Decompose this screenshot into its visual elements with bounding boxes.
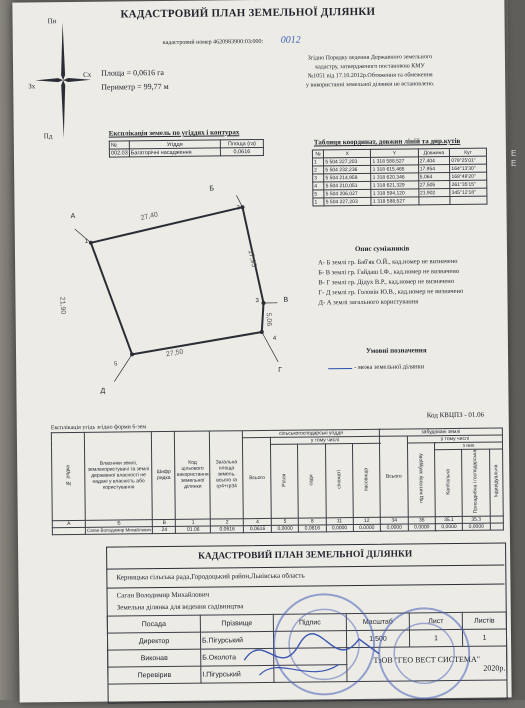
south-label: Пд (44, 133, 53, 140)
legend-item: - межа земельної ділянки (354, 364, 424, 371)
parcel-plan (54, 185, 296, 408)
signature-icon (239, 619, 390, 691)
legend-line (328, 368, 352, 369)
explication-title: Експлікація земель по угіддях і контурах (109, 129, 240, 137)
background-left (0, 0, 14, 700)
cadastral-number: кадастровий номер 4620983900:03:000: (163, 39, 263, 46)
side-bottom-length: 27,50 (166, 349, 184, 359)
point-1: 1 (85, 239, 88, 245)
coordinates-title: Таблиця координат, довжин ліній та дир.кутів (314, 138, 461, 147)
side-right-small-length: 5,06 (265, 312, 273, 326)
area-label: Площа = 0,0616 га (101, 69, 164, 78)
land-table-caption: Експлікація угідь згідно форми 6-зем (51, 424, 146, 431)
neighbours-list: А- Б землі гр. Баб'як О.Й., кад.номер не визначено Б- В землі гр. Гайдаш І.Ф., кад.номер не визначено В- Г землі гр. Дідух В.Р., кад.номер не визначено Г- Д землі гр. Головін Ю.В., кад.номер не визначено Д- А землі загального користування (318, 257, 463, 309)
letter-v: В (283, 297, 288, 304)
year-label: 2020р. (348, 663, 505, 674)
point-2: 2 (236, 205, 239, 211)
north-label: Пн (48, 18, 57, 25)
east-label: Сх (83, 72, 91, 79)
point-5: 5 (114, 362, 117, 368)
purpose-label: Земельна ділянка для ведення садівництва (117, 603, 244, 611)
point-3: 3 (255, 298, 258, 304)
letter-b: Б (209, 185, 214, 192)
explication-table: № Угіддя Площа (га) 002.03 Багаторічні насадження 0,0616 (109, 139, 264, 158)
footer-title: КАДАСТРОВИЙ ПЛАН ЗЕМЕЛЬНОЇ ДІЛЯНКИ (106, 549, 504, 563)
side-right-length: 17,95 (246, 249, 257, 268)
owner-label: Саган Володимир Михайлович (117, 592, 210, 600)
parcel-boundary (91, 207, 265, 355)
side-left-length: 21,90 (58, 297, 66, 315)
kvcpz-code: Код КВЦПЗ - 01.06 (427, 412, 485, 420)
neighbours-title: Опис суміжників (355, 245, 409, 253)
point-4: 4 (273, 336, 276, 342)
right-margin-text-2: Е (511, 160, 516, 168)
side-top-length: 27,40 (140, 211, 159, 222)
note-block: Згідно Порядку ведення Державного земельного кадастру, затвердженого постановою КМУ №1051 від 17.10.2012р.Обтяження та обмеження у використанні земельної ділянки не встановлено. (285, 53, 455, 91)
cadastral-handwritten: 0012 (281, 36, 301, 46)
coordinates-table: № X Y Довжина Кут 1 5 504 227,203 1 318 588,527 27,404 079°25'01" 2 5 504 232,236 1 318 615,465 17,954 164°13'30" 3 5 504 214,958 1 318 620,346 5,064 168°49'20" 4 5 504 210,051 1 318 621,329 27,505 261°35'15" 5 5 504 206,027 1 318 594,120 21,902 345°12'18" 1 5 504 227,203 1 318 588,527 (312, 148, 488, 207)
legend-title: Умовні позначення (366, 347, 427, 355)
west-label: Зх (28, 83, 35, 90)
right-margin-text-1: Е (511, 150, 516, 158)
letter-d: Д (100, 388, 105, 395)
land-table: № рядка Власники землі, землекористувачі та землі державної власності не надані у власність або користування Шифр рядка Код цільового використання земельної ділянки Загальна площа земель, всього га гр4+гр34 сільськогосподарські угіддя забудовані землі Всього у тому числі Всього у тому числі Рілля сади сіножаті пасовища під житлову забудову з них Капітальна Присадибна і господарська Індивідуальна А Б В 1 2 4 5 8 11 12 34 35 35.1 35.3 Саган Володимир Михайлович 24 01.06 0,0616 0,0616 0,0000 0,0616 0,0000 0,0000 0,0000 0,0000 0,0000 0,0000 (51, 427, 504, 534)
page-title: КАДАСТРОВИЙ ПЛАН ЗЕМЕЛЬНОЇ ДІЛЯНКИ (120, 7, 375, 21)
company-name: ТзОВ "ГЕО ВЕСТ СИСТЕМА" (348, 654, 505, 665)
council-label: Керницька сільська рада,Городоцький район,Львівська область (116, 573, 304, 582)
north-arrow-icon (33, 20, 94, 141)
letter-a: А (71, 213, 76, 220)
letter-g: Г (278, 367, 282, 374)
document-sheet (12, 0, 511, 703)
signature-table: Посада Прізвище Підпис Масштаб Лист Листів Директор Б.Пігурський 1:500 1 1 Виконав Б.Околота ТзОВ "ГЕО ВЕСТ СИСТЕМА" 2020р. Перевірив І.Пігурський (107, 611, 508, 684)
perimeter-label: Периметр = 99,77 м (101, 83, 168, 92)
